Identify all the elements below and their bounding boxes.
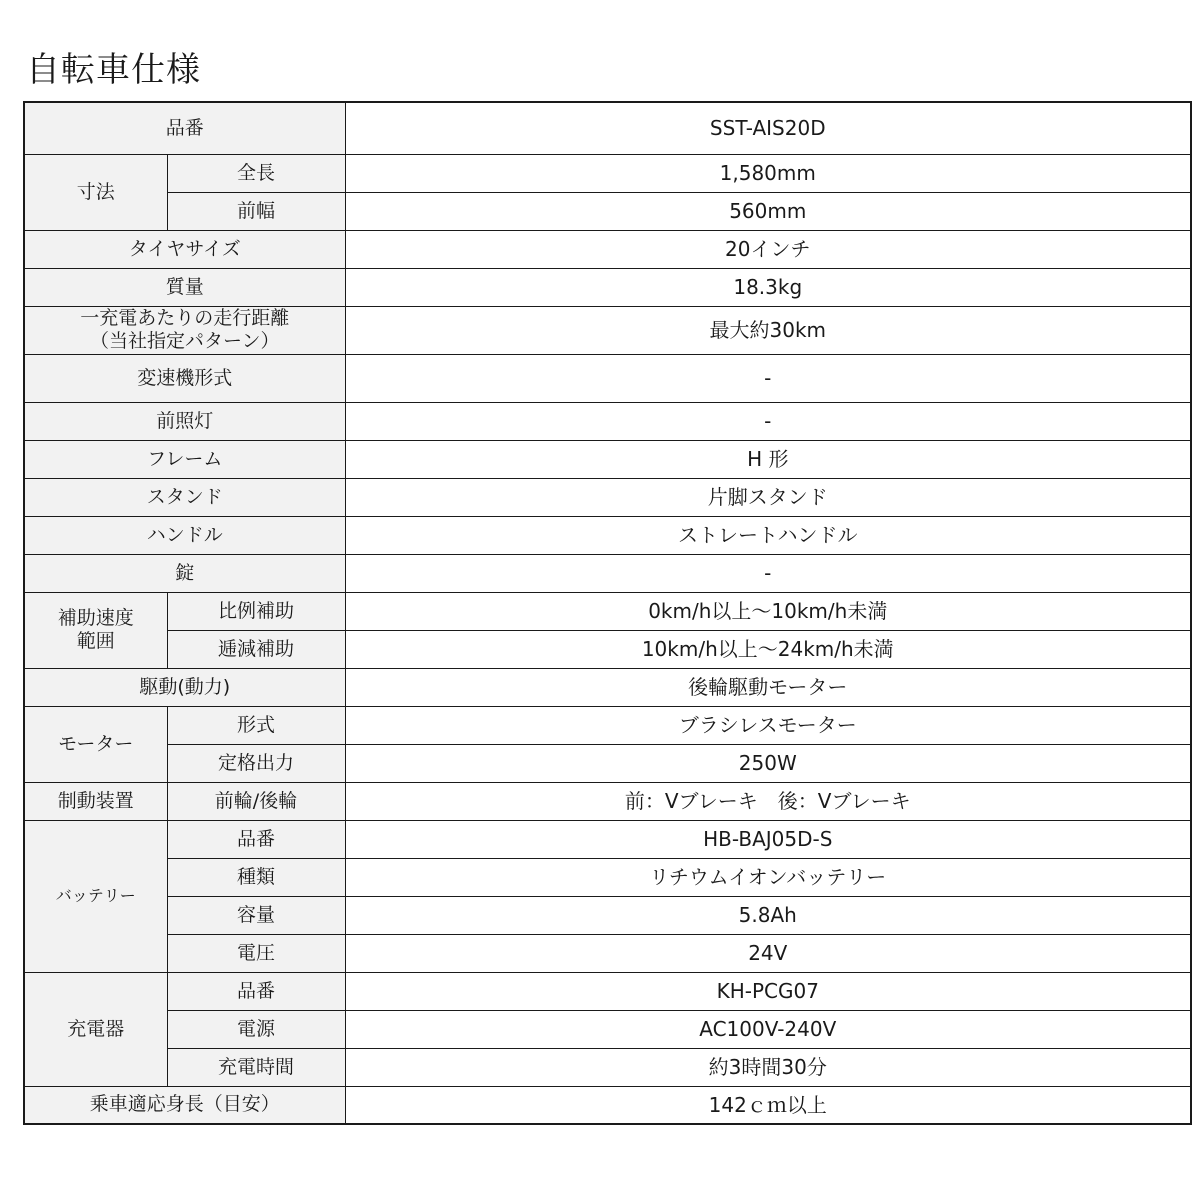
table-row xyxy=(24,230,1191,268)
spec-value: 最大約30km xyxy=(345,306,1191,354)
spec-label: 前幅 xyxy=(167,192,345,230)
table-row xyxy=(24,972,1191,1010)
table-row xyxy=(24,668,1191,706)
spec-label: 錠 xyxy=(24,554,345,592)
spec-value: 250W xyxy=(345,744,1191,782)
spec-value: 5.8Ah xyxy=(345,896,1191,934)
spec-label: 全長 xyxy=(167,154,345,192)
spec-value: 片脚スタンド xyxy=(345,478,1191,516)
spec-label: 前照灯 xyxy=(24,402,345,440)
spec-value: 24V xyxy=(345,934,1191,972)
spec-label: 駆動(動力) xyxy=(24,668,345,706)
spec-value: HB-BAJ05D-S xyxy=(345,820,1191,858)
spec-label: 乗車適応身長（目安） xyxy=(24,1086,345,1124)
table-row xyxy=(24,630,1191,668)
table-row xyxy=(24,1010,1191,1048)
table-row xyxy=(24,354,1191,402)
spec-label: スタンド xyxy=(24,478,345,516)
spec-label: フレーム xyxy=(24,440,345,478)
spec-value: 1,580mm xyxy=(345,154,1191,192)
spec-label: 質量 xyxy=(24,268,345,306)
spec-value: ブラシレスモーター xyxy=(345,706,1191,744)
spec-value: 560mm xyxy=(345,192,1191,230)
spec-value: 10km/h以上～24km/h未満 xyxy=(345,630,1191,668)
spec-label: 品番 xyxy=(24,102,345,154)
spec-value: 後輪駆動モーター xyxy=(345,668,1191,706)
spec-value: - xyxy=(345,554,1191,592)
spec-label: 容量 xyxy=(167,896,345,934)
table-row xyxy=(24,592,1191,630)
table-row xyxy=(24,1086,1191,1124)
table-row xyxy=(24,268,1191,306)
table-row xyxy=(24,706,1191,744)
page-title: 自転車仕様 xyxy=(26,50,201,90)
spec-group: モーター xyxy=(24,706,167,782)
table-row xyxy=(24,934,1191,972)
spec-label-line: 一充電あたりの走行距離 xyxy=(80,307,290,330)
spec-value: - xyxy=(345,354,1191,402)
spec-group-line: 補助速度 xyxy=(57,607,134,630)
spec-label: ハンドル xyxy=(24,516,345,554)
spec-value: KH-PCG07 xyxy=(345,972,1191,1010)
spec-value: 約3時間30分 xyxy=(345,1048,1191,1086)
spec-value: ストレートハンドル xyxy=(345,516,1191,554)
table-row xyxy=(24,782,1191,820)
spec-label: 品番 xyxy=(167,972,345,1010)
spec-value: 0km/h以上～10km/h未満 xyxy=(345,592,1191,630)
spec-value: AC100V-240V xyxy=(345,1010,1191,1048)
spec-group: 充電器 xyxy=(24,972,167,1086)
spec-value: - xyxy=(345,402,1191,440)
table-row xyxy=(24,744,1191,782)
table-row xyxy=(24,858,1191,896)
spec-label: 品番 xyxy=(167,820,345,858)
spec-value: 20インチ xyxy=(345,230,1191,268)
spec-value: 142ｃｍ以上 xyxy=(345,1086,1191,1124)
spec-label: 電圧 xyxy=(167,934,345,972)
table-row xyxy=(24,820,1191,858)
table-row xyxy=(24,192,1191,230)
spec-value: 18.3kg xyxy=(345,268,1191,306)
spec-group: 寸法 xyxy=(24,154,167,230)
spec-value: リチウムイオンバッテリー xyxy=(345,858,1191,896)
table-row xyxy=(24,1048,1191,1086)
spec-label: 比例補助 xyxy=(167,592,345,630)
table-row xyxy=(24,478,1191,516)
table-row xyxy=(24,896,1191,934)
spec-group: 制動装置 xyxy=(24,782,167,820)
spec-label: 定格出力 xyxy=(167,744,345,782)
spec-label: 前輪/後輪 xyxy=(167,782,345,820)
spec-group-line: 範囲 xyxy=(76,630,115,652)
table-row xyxy=(24,554,1191,592)
spec-group xyxy=(24,592,167,668)
spec-label: タイヤサイズ xyxy=(24,230,345,268)
spec-label-line: （当社指定パターン） xyxy=(89,330,280,352)
spec-label: 種類 xyxy=(167,858,345,896)
table-row xyxy=(24,102,1191,154)
table-row xyxy=(24,516,1191,554)
spec-value: SST-AIS20D xyxy=(345,102,1191,154)
spec-value: 前：Vブレーキ 後：Vブレーキ xyxy=(345,782,1191,820)
table-row xyxy=(24,154,1191,192)
table-row xyxy=(24,440,1191,478)
spec-label: 形式 xyxy=(167,706,345,744)
spec-label: 充電時間 xyxy=(167,1048,345,1086)
spec-value: H 形 xyxy=(345,440,1191,478)
spec-label: 電源 xyxy=(167,1010,345,1048)
table-row xyxy=(24,306,1191,354)
spec-group: バッテリー xyxy=(24,820,167,972)
spec-label: 変速機形式 xyxy=(24,354,345,402)
spec-label: 逓減補助 xyxy=(167,630,345,668)
spec-label xyxy=(24,306,345,354)
table-row xyxy=(24,402,1191,440)
spec-table xyxy=(23,101,1192,1125)
